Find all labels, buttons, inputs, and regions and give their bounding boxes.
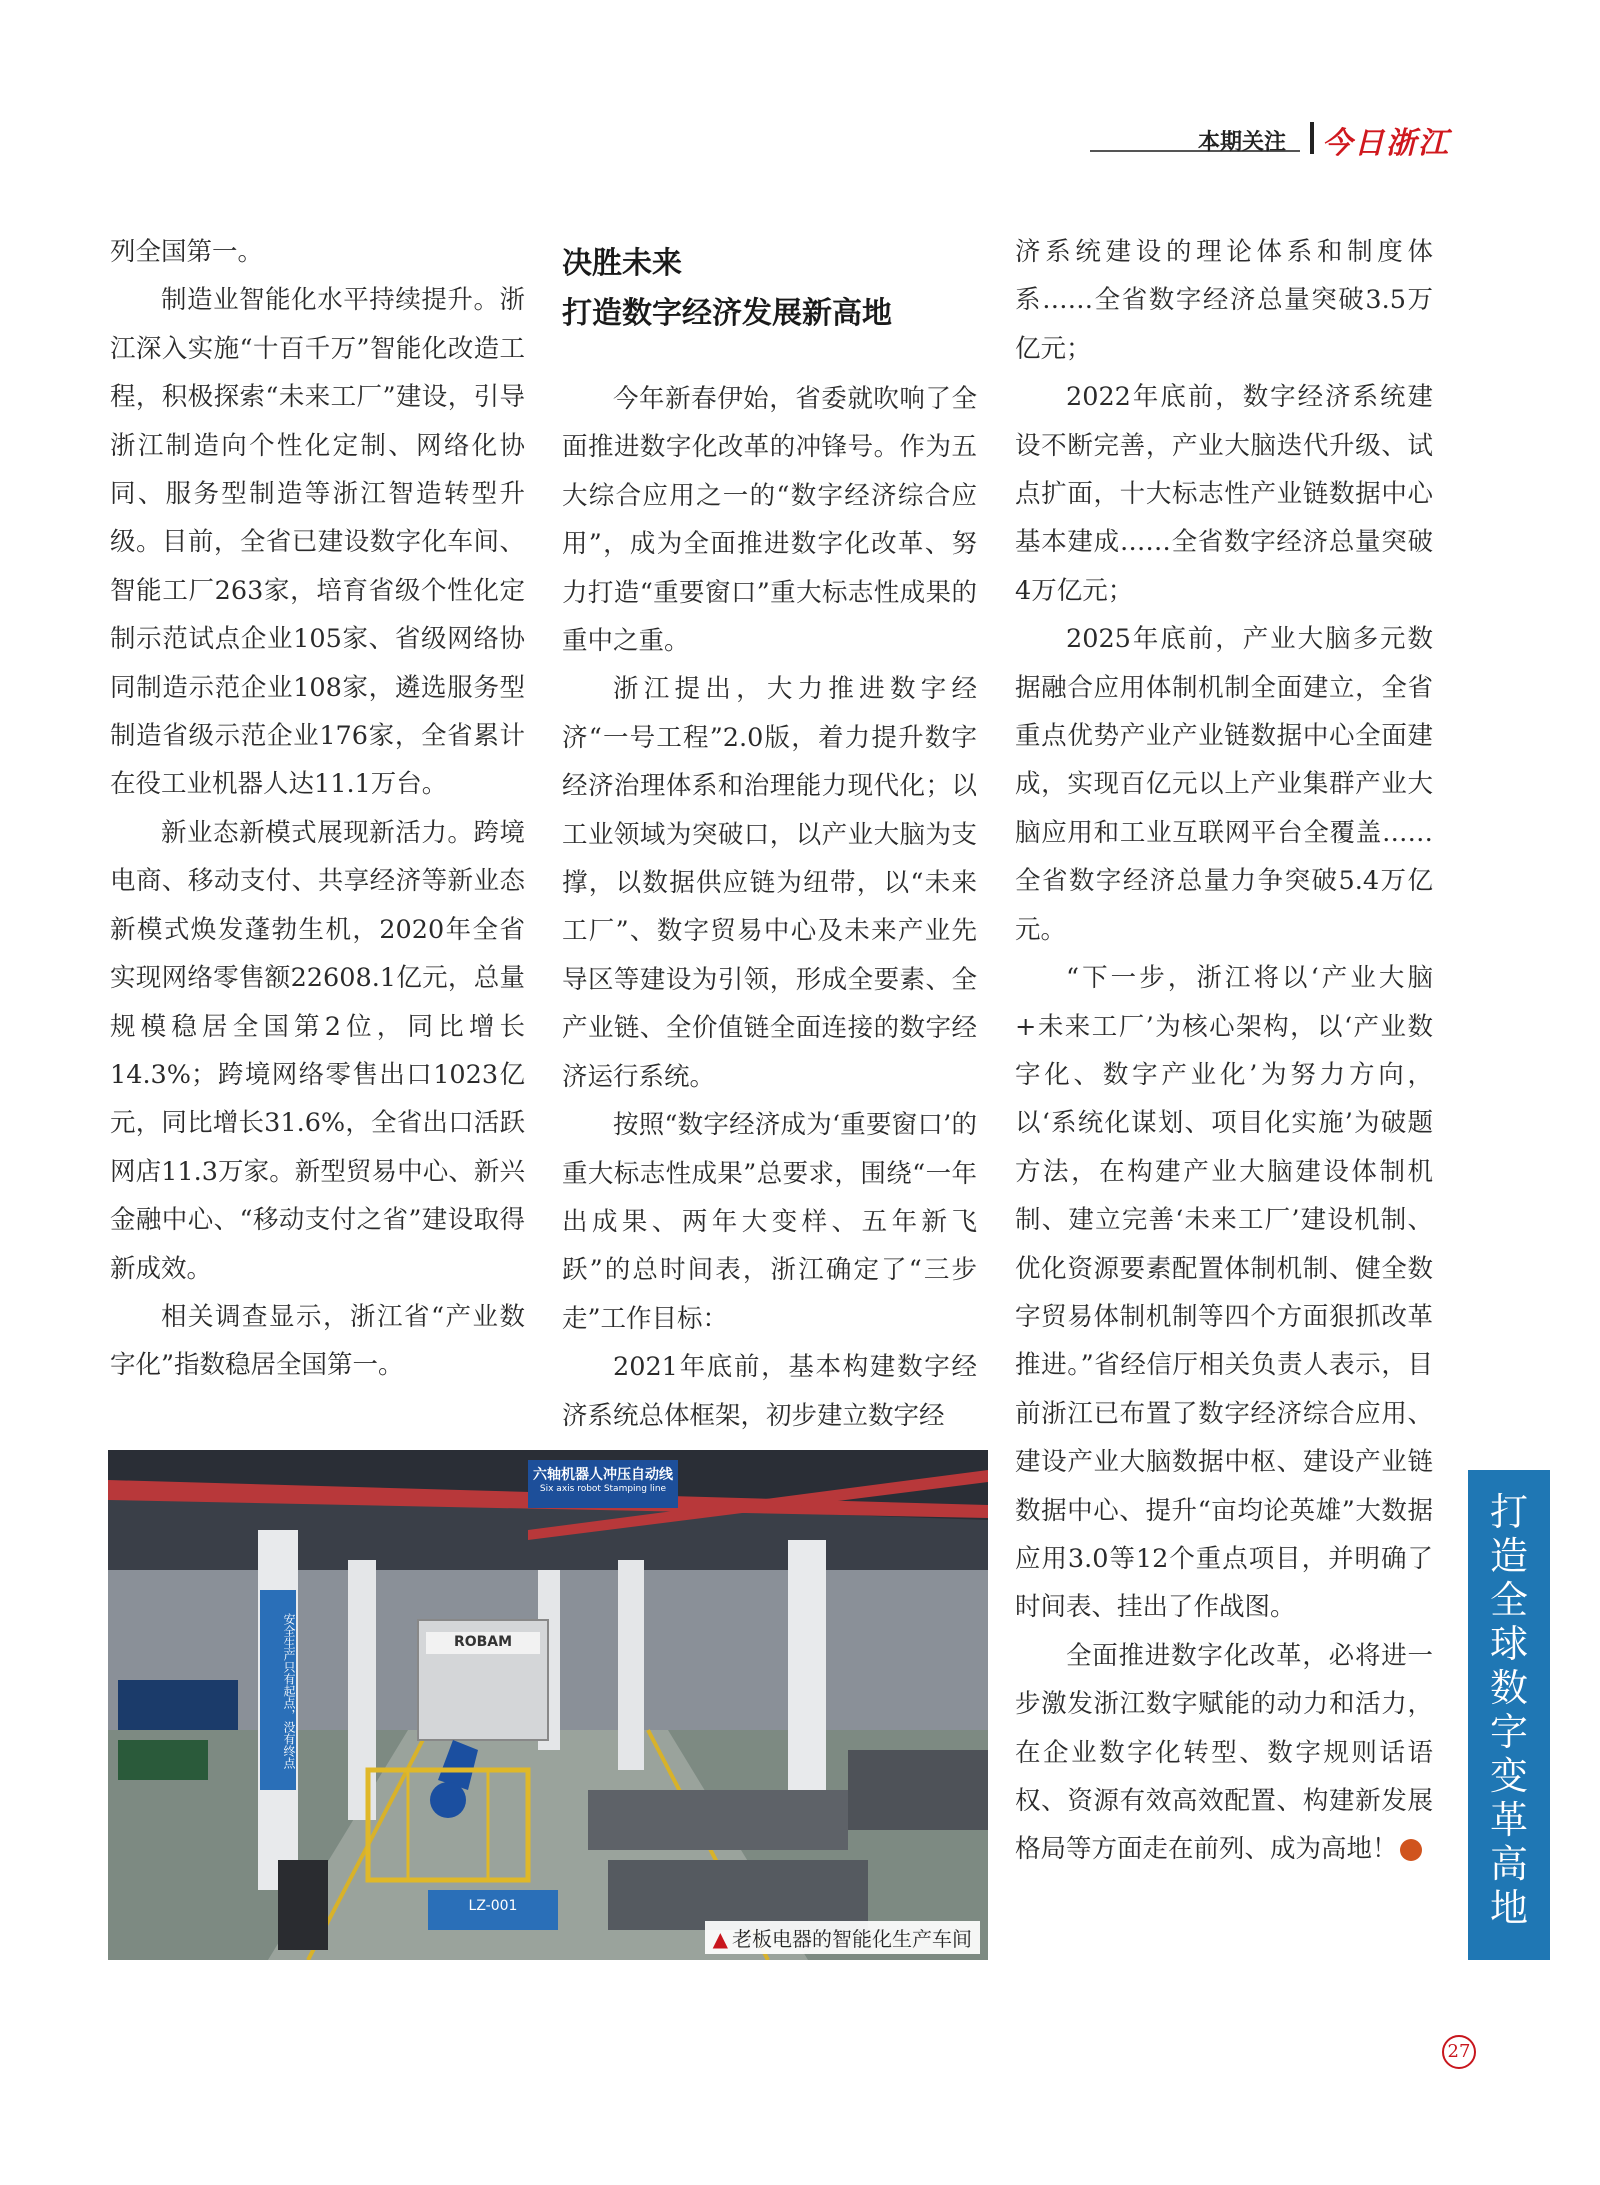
subheading-line-2: 打造数字经济发展新高地 bbox=[562, 296, 892, 331]
side-topic-tag bbox=[1468, 1470, 1550, 1960]
paragraph: 浙江提出，大力推进数字经济“一号工程”2.0版，着力提升数字经济治理体系和治理能力现代化；以工业领域为突破口，以产业大脑为支撑，以数据供应链为纽带，以“未来工厂”、数字贸易中心及未来产业先导区等建设为引领，形成全要素、全产业链、全价值链全面连接的数字经济运行系统。 bbox=[562, 674, 977, 1092]
tag-char: 球 bbox=[1489, 1622, 1528, 1666]
tag-char: 字 bbox=[1489, 1710, 1528, 1754]
tag-char: 全 bbox=[1489, 1578, 1528, 1622]
paragraph: 相关调查显示，浙江省“产业数字化”指数稳居全国第一。 bbox=[110, 1301, 525, 1381]
production-line-sign bbox=[528, 1464, 678, 1494]
tag-char: 造 bbox=[1489, 1534, 1528, 1578]
line-label: LZ-001 bbox=[468, 1898, 518, 1914]
paragraph: 今年新春伊始，省委就吹响了全面推进数字化改革的冲锋号。作为五大综合应用之一的“数字经济综合应用”，成为全面推进数字化改革、努力打造“重要窗口”重大标志性成果的重中之重。 bbox=[562, 384, 977, 657]
header-divider bbox=[1310, 122, 1314, 154]
paragraph: 济系统建设的理论体系和制度体系……全省数字经济总量突破3.5万亿元； bbox=[1015, 237, 1433, 364]
magazine-logo: 今日浙江 bbox=[1322, 126, 1450, 161]
factory-photo bbox=[108, 1450, 988, 1960]
tag-char: 打 bbox=[1489, 1490, 1528, 1534]
triangle-icon: ▲ bbox=[712, 1927, 728, 1951]
tag-char: 高 bbox=[1489, 1842, 1528, 1886]
tag-char: 地 bbox=[1489, 1886, 1528, 1930]
tag-char: 数 bbox=[1489, 1666, 1528, 1710]
end-mark-icon bbox=[1400, 1839, 1422, 1861]
paragraph: 按照“数字经济成为‘重要窗口’的重大标志性成果”总要求，围绕“一年出成果、两年大变样、五年新飞跃”的总时间表，浙江确定了“三步走”工作目标： bbox=[562, 1110, 977, 1334]
paragraph: “下一步，浙江将以‘产业大脑+未来工厂’为核心架构，以‘产业数字化、数字产业化’为努力方向，以‘系统化谋划、项目化实施’为破题方法，在构建产业大脑建设体制机制、建立完善‘未来工厂’建设机制、优化资源要素配置体制机制、健全数字贸易体制机制等四个方面狠抓改革推进。”省经信厅相关负责人表示，目前浙江已布置了数字经济综合应用、建设产业大脑数据中枢、建设产业链数据中心、提升“亩均论英雄”大数据应用3.0等12个重点项目，并明确了时间表、挂出了作战图。 bbox=[1015, 963, 1433, 1623]
closing-text: 全面推进数字化改革，必将进一步激发浙江数字赋能的动力和活力，在企业数字化转型、数字规则话语权、资源有效高效配置、构建新发展格局等方面走在前列、成为高地！ bbox=[1015, 1640, 1433, 1865]
paragraph bbox=[1015, 1632, 1433, 1874]
tag-char: 变 bbox=[1489, 1754, 1528, 1798]
tag-char: 革 bbox=[1489, 1798, 1528, 1842]
photo-caption bbox=[705, 1921, 980, 1954]
caption-text: 老板电器的智能化生产车间 bbox=[732, 1927, 972, 1951]
sign-text-en: Six axis robot Stamping line bbox=[539, 1484, 667, 1494]
paragraph: 制造业智能化水平持续提升。浙江深入实施“十百千万”智能化改造工程，积极探索“未来工厂”建设，引导浙江制造向个性化定制、网络化协同、服务型制造等浙江智造转型升级。目前，全省已建设数字化车间、智能工厂263家，培育省级个性化定制示范试点企业105家、省级网络协同制造示范企业108家，遴选服务型制造省级示范企业176家，全省累计在役工业机器人达11.1万台。 bbox=[110, 285, 525, 800]
safety-banner: 安全生产只有起点，没有终点 bbox=[282, 1613, 296, 1769]
factory-illustration bbox=[108, 1450, 988, 1960]
subheading-line-1: 决胜未来 bbox=[562, 246, 682, 281]
machine-brand-label: ROBAM bbox=[453, 1634, 513, 1650]
page-number: 27 bbox=[1442, 2035, 1476, 2069]
paragraph: 新业态新模式展现新活力。跨境电商、移动支付、共享经济等新业态新模式焕发蓬勃生机，2020年全省实现网络零售额22608.1亿元，总量规模稳居全国第2位，同比增长14.3%；跨境网络零售出口1023亿元，同比增长31.6%，全省出口活跃网店11.3万家。新型贸易中心、新兴金融中心、“移动支付之省”建设取得新成效。 bbox=[110, 817, 525, 1284]
section-title: 本期关注 bbox=[1198, 130, 1287, 155]
paragraph: 2025年底前，产业大脑多元数据融合应用体制机制全面建立，全省重点优势产业产业链数据中心全面建成，实现百亿元以上产业集群产业大脑应用和工业互联网平台全覆盖……全省数字经济总量力争突破5.4万亿元。 bbox=[1015, 624, 1433, 945]
article-column-1 bbox=[110, 228, 525, 1390]
paragraph: 2021年底前，基本构建数字经济系统总体框架，初步建立数字经 bbox=[562, 1352, 977, 1431]
paragraph: 2022年底前，数字经济系统建设不断完善，产业大脑迭代升级、试点扩面，十大标志性产业链数据中心基本建成……全省数字经济总量突破4万亿元； bbox=[1015, 382, 1433, 606]
article-column-3 bbox=[1015, 228, 1433, 1874]
paragraph: 列全国第一。 bbox=[110, 237, 264, 267]
article-column-2 bbox=[562, 375, 977, 1440]
sign-text: 六轴机器人冲压自动线 bbox=[533, 1467, 673, 1483]
